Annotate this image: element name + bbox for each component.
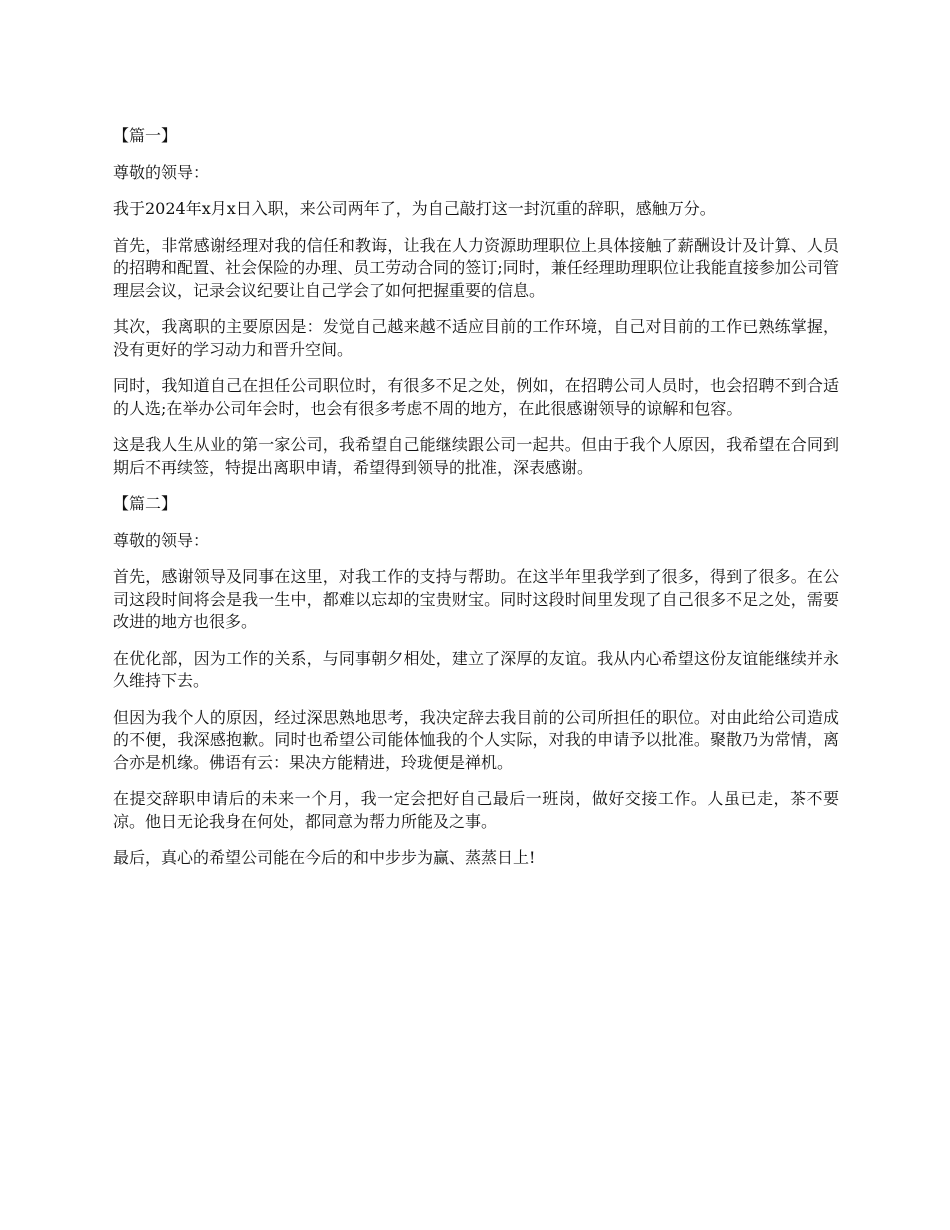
paragraph: 其次，我离职的主要原因是：发觉自己越来越不适应目前的工作环境，自己对目前的工作已熟练掌握，没有更好的学习动力和晋升空间。	[113, 317, 839, 359]
section-heading: 【篇一】	[113, 126, 178, 145]
paragraph: 这是我人生从业的第一家公司，我希望自己能继续跟公司一起共。但由于我个人原因，我希望在合同到期后不再续签，特提出离职申请，希望得到领导的批准，深表感谢。	[113, 435, 839, 477]
paragraph: 首先，感谢领导及同事在这里，对我工作的支持与帮助。在这半年里我学到了很多，得到了很多。在公司这段时间将会是我一生中，都难以忘却的宝贵财宝。同时这段时间里发现了自己很多不足之处，需要改进的地方也很多。	[113, 567, 839, 631]
salutation: 尊敬的领导：	[113, 530, 210, 550]
paragraph: 首先，非常感谢经理对我的信任和教诲，让我在人力资源助理职位上具体接触了薪酬设计及计算、人员的招聘和配置、社会保险的办理、员工劳动合同的签订;同时，兼任经理助理职位让我能直接参加公司管理层会议，记录会议纪要让自己学会了如何把握重要的信息。	[113, 235, 839, 300]
paragraph: 但因为我个人的原因，经过深思熟地思考，我决定辞去我目前的公司所担任的职位。对由此给公司造成的不便，我深感抱歉。同时也希望公司能体恤我的个人实际，对我的申请予以批准。聚散乃为常情，离合亦是机缘。佛语有云：果决方能精进，玲珑便是禅机。	[113, 707, 839, 772]
salutation: 尊敬的领导：	[113, 162, 210, 182]
paragraph: 我于2024年x月x日入职，来公司两年了，为自己敲打这一封沉重的辞职，感触万分。	[113, 199, 716, 218]
paragraph: 在优化部，因为工作的关系，与同事朝夕相处，建立了深厚的友谊。我从内心希望这份友谊能继续并永久维持下去。	[113, 648, 839, 690]
section-one	[113, 125, 839, 479]
section-two	[113, 493, 839, 870]
paragraph: 最后，真心的希望公司能在今后的和中步步为赢、蒸蒸日上!	[113, 848, 536, 867]
paragraph: 同时，我知道自己在担任公司职位时，有很多不足之处，例如，在招聘公司人员时，也会招聘不到合适的人选;在举办公司年会时，也会有很多考虑不周的地方，在此很感谢领导的谅解和包容。	[113, 376, 839, 418]
section-heading: 【篇二】	[113, 494, 178, 513]
document-body	[113, 125, 839, 884]
paragraph: 在提交辞职申请后的未来一个月，我一定会把好自己最后一班岗，做好交接工作。人虽已走，茶不要凉。他日无论我身在何处，都同意为帮力所能及之事。	[113, 789, 839, 831]
